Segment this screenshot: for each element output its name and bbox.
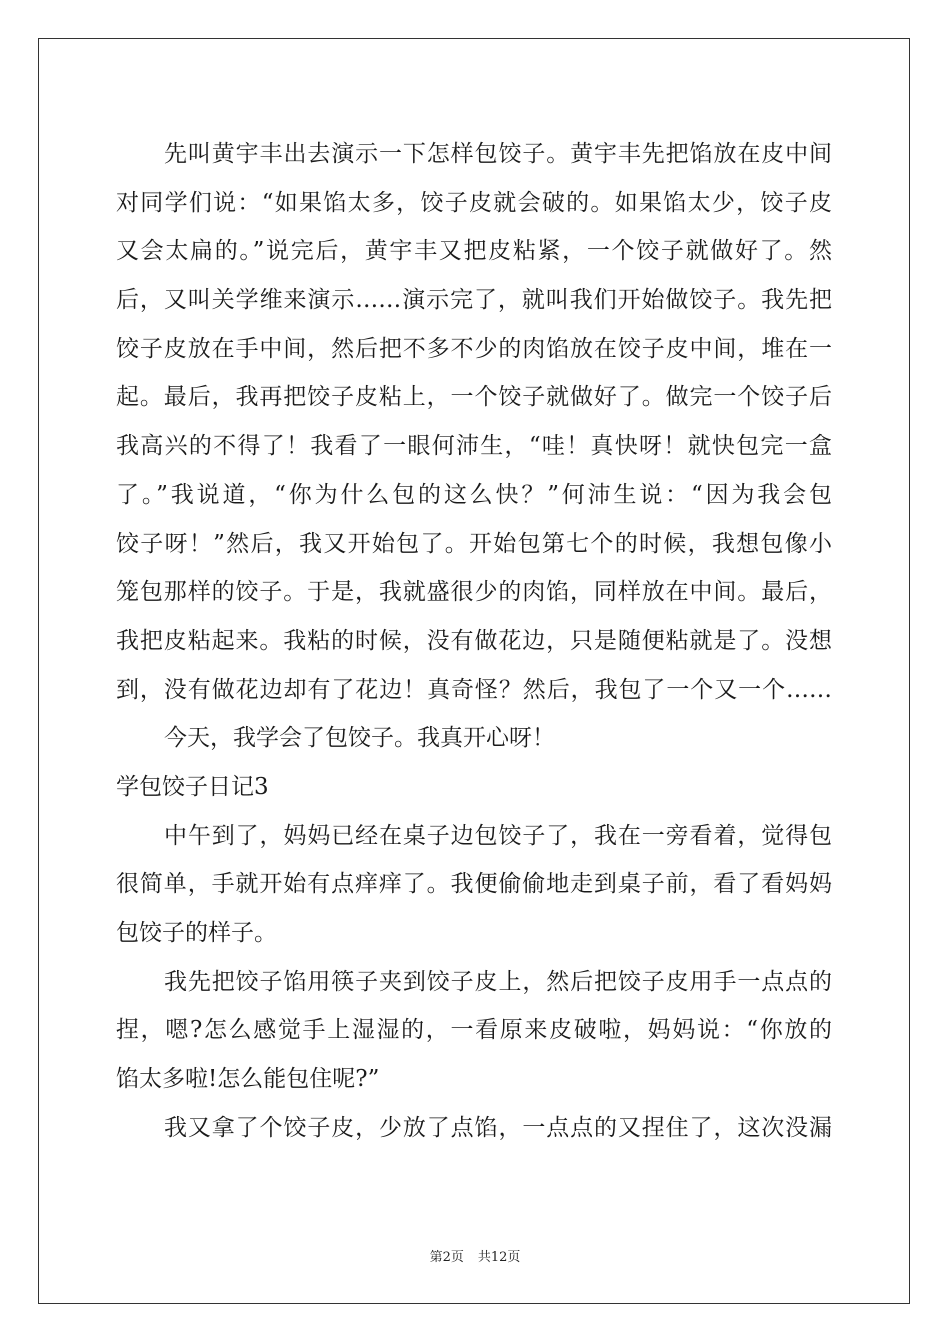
text-line: 我把皮粘起来。我粘的时候，没有做花边，只是随便粘就是了。没想	[116, 627, 832, 654]
text-line: 到，没有做花边却有了花边！真奇怪？然后，我包了一个又一个……	[116, 676, 832, 703]
text-line: 对同学们说：“如果馅太多，饺子皮就会破的。如果馅太少，饺子皮	[116, 189, 832, 216]
text-line: 今天，我学会了包饺子。我真开心呀！	[164, 725, 555, 752]
page-total: 共12页	[477, 1250, 521, 1265]
text-line: 了。”我说道，“你为什么包的这么快？”何沛生说：“因为我会包	[116, 481, 832, 508]
text-line: 很简单，手就开始有点痒痒了。我便偷偷地走到桌子前，看了看妈妈	[116, 871, 832, 898]
document-body	[116, 130, 832, 1152]
text-line: 又会太扁的。”说完后，黄宇丰又把皮粘紧，一个饺子就做好了。然	[116, 238, 832, 265]
text-line: 我先把饺子馅用筷子夹到饺子皮上，然后把饺子皮用手一点点的	[164, 968, 832, 995]
text-line: 包饺子的样子。	[116, 920, 277, 946]
page-number: 第2页	[429, 1250, 464, 1265]
text-line: 先叫黄宇丰出去演示一下怎样包饺子。黄宇丰先把馅放在皮中间	[164, 141, 832, 167]
text-line: 馅太多啦!怎么能包住呢?”	[116, 1066, 380, 1093]
text-line: 笼包那样的饺子。于是，我就盛很少的肉馅，同样放在中间。最后，	[116, 579, 832, 606]
text-line: 我高兴的不得了！我看了一眼何沛生，“哇！真快呀！就快包完一盒	[116, 433, 832, 460]
text-line: 我又拿了个饺子皮，少放了点馅，一点点的又捏住了，这次没漏	[164, 1114, 832, 1141]
text-line: 后，又叫关学维来演示……演示完了，就叫我们开始做饺子。我先把	[116, 287, 832, 314]
text-line: 中午到了，妈妈已经在桌子边包饺子了，我在一旁看着，觉得包	[164, 822, 832, 849]
text-line: 饺子皮放在手中间，然后把不多不少的肉馅放在饺子皮中间，堆在一	[116, 335, 832, 362]
section-heading: 学包饺子日记3	[116, 773, 269, 800]
text-line: 起。最后，我再把饺子皮粘上，一个饺子就做好了。做完一个饺子后	[116, 384, 832, 411]
page-footer	[0, 1246, 950, 1265]
text-line: 捏，嗯?怎么感觉手上湿湿的，一看原来皮破啦，妈妈说：“你放的	[116, 1017, 832, 1044]
text-line: 饺子呀！”然后，我又开始包了。开始包第七个的时候，我想包像小	[116, 530, 832, 557]
